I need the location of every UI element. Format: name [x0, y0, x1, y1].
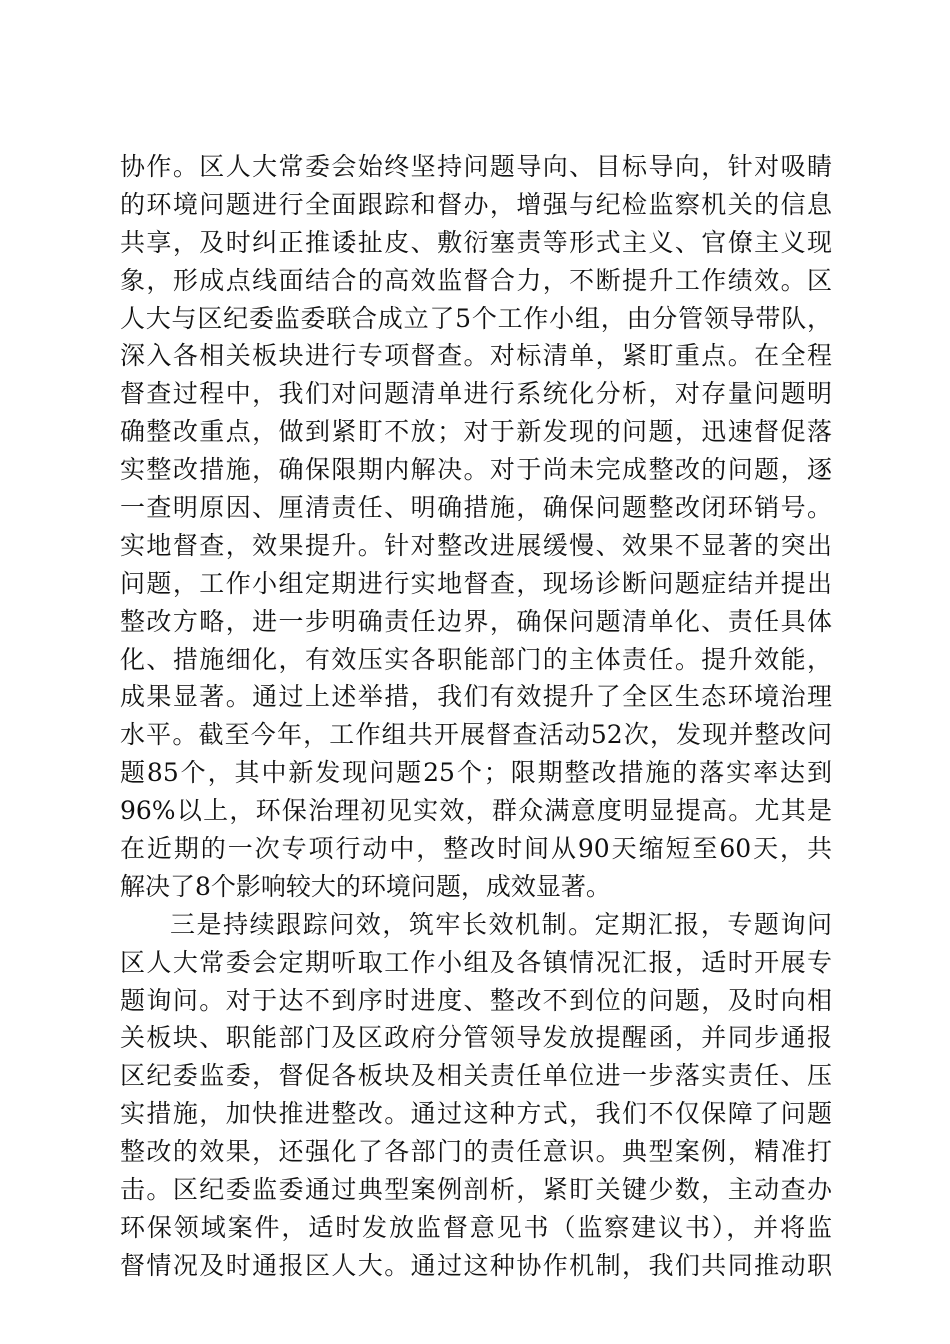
text-line: 区纪委监委，督促各板块及相关责任单位进一步落实责任、压 [120, 1061, 832, 1091]
text-line: 实措施，加快推进整改。通过这种方式，我们不仅保障了问题 [120, 1099, 832, 1129]
text-line: 问题，工作小组定期进行实地督查，现场诊断问题症结并提出 [120, 568, 832, 598]
text-line: 化、措施细化，有效压实各职能部门的主体责任。提升效能， [120, 644, 832, 674]
text-line: 在近期的一次专项行动中，整改时间从90天缩短至60天，共 [120, 834, 832, 864]
text-line: 共享，及时纠正推诿扯皮、敷衍塞责等形式主义、官僚主义现 [120, 227, 832, 257]
text-line: 整改的效果，还强化了各部门的责任意识。典型案例，精准打 [120, 1137, 832, 1167]
text-line: 一查明原因、厘清责任、明确措施，确保问题整改闭环销号。 [120, 493, 832, 523]
text-line: 督查过程中，我们对问题清单进行系统化分析，对存量问题明 [120, 379, 832, 409]
text-line: 协作。区人大常委会始终坚持问题导向、目标导向，针对吸睛 [120, 152, 832, 181]
text-line: 水平。截至今年，工作组共开展督查活动52次，发现并整改问 [120, 720, 832, 750]
text-line: 实整改措施，确保限期内解决。对于尚未完成整改的问题，逐 [120, 455, 832, 485]
text-line: 深入各相关板块进行专项督查。对标清单，紧盯重点。在全程 [120, 341, 832, 371]
text-line: 象，形成点线面结合的高效监督合力，不断提升工作绩效。区 [120, 265, 832, 295]
paragraph-first-line: 三是持续跟踪问效，筑牢长效机制。定期汇报，专题询问 [170, 909, 832, 939]
text-line: 督情况及时通报区人大。通过这种协作机制，我们共同推动职 [120, 1250, 832, 1280]
text-line: 题85个，其中新发现问题25个；限期整改措施的落实率达到 [120, 758, 832, 788]
text-line: 确整改重点，做到紧盯不放；对于新发现的问题，迅速督促落 [120, 417, 832, 447]
text-line: 成果显著。通过上述举措，我们有效提升了全区生态环境治理 [120, 682, 832, 712]
text-line: 击。区纪委监委通过典型案例剖析，紧盯关键少数，主动查办 [120, 1175, 832, 1205]
text-line: 的环境问题进行全面跟踪和督办，增强与纪检监察机关的信息 [120, 189, 832, 219]
document-body [120, 148, 832, 1285]
text-line: 96%以上，环保治理初见实效，群众满意度明显提高。尤其是 [120, 796, 832, 826]
text-line: 区人大常委会定期听取工作小组及各镇情况汇报，适时开展专 [120, 947, 832, 977]
text-line: 整改方略，进一步明确责任边界，确保问题清单化、责任具体 [120, 606, 832, 636]
text-line: 环保领域案件，适时发放监督意见书（监察建议书），并将监 [120, 1212, 832, 1242]
text-line: 人大与区纪委监委联合成立了5个工作小组，由分管领导带队， [120, 303, 832, 333]
text-line: 关板块、职能部门及区政府分管领导发放提醒函，并同步通报 [120, 1023, 832, 1053]
text-line: 实地督查，效果提升。针对整改进展缓慢、效果不显著的突出 [120, 530, 832, 560]
paragraph-end-line: 解决了8个影响较大的环境问题，成效显著。 [120, 871, 611, 901]
text-line: 题询问。对于达不到序时进度、整改不到位的问题，及时向相 [120, 985, 832, 1015]
